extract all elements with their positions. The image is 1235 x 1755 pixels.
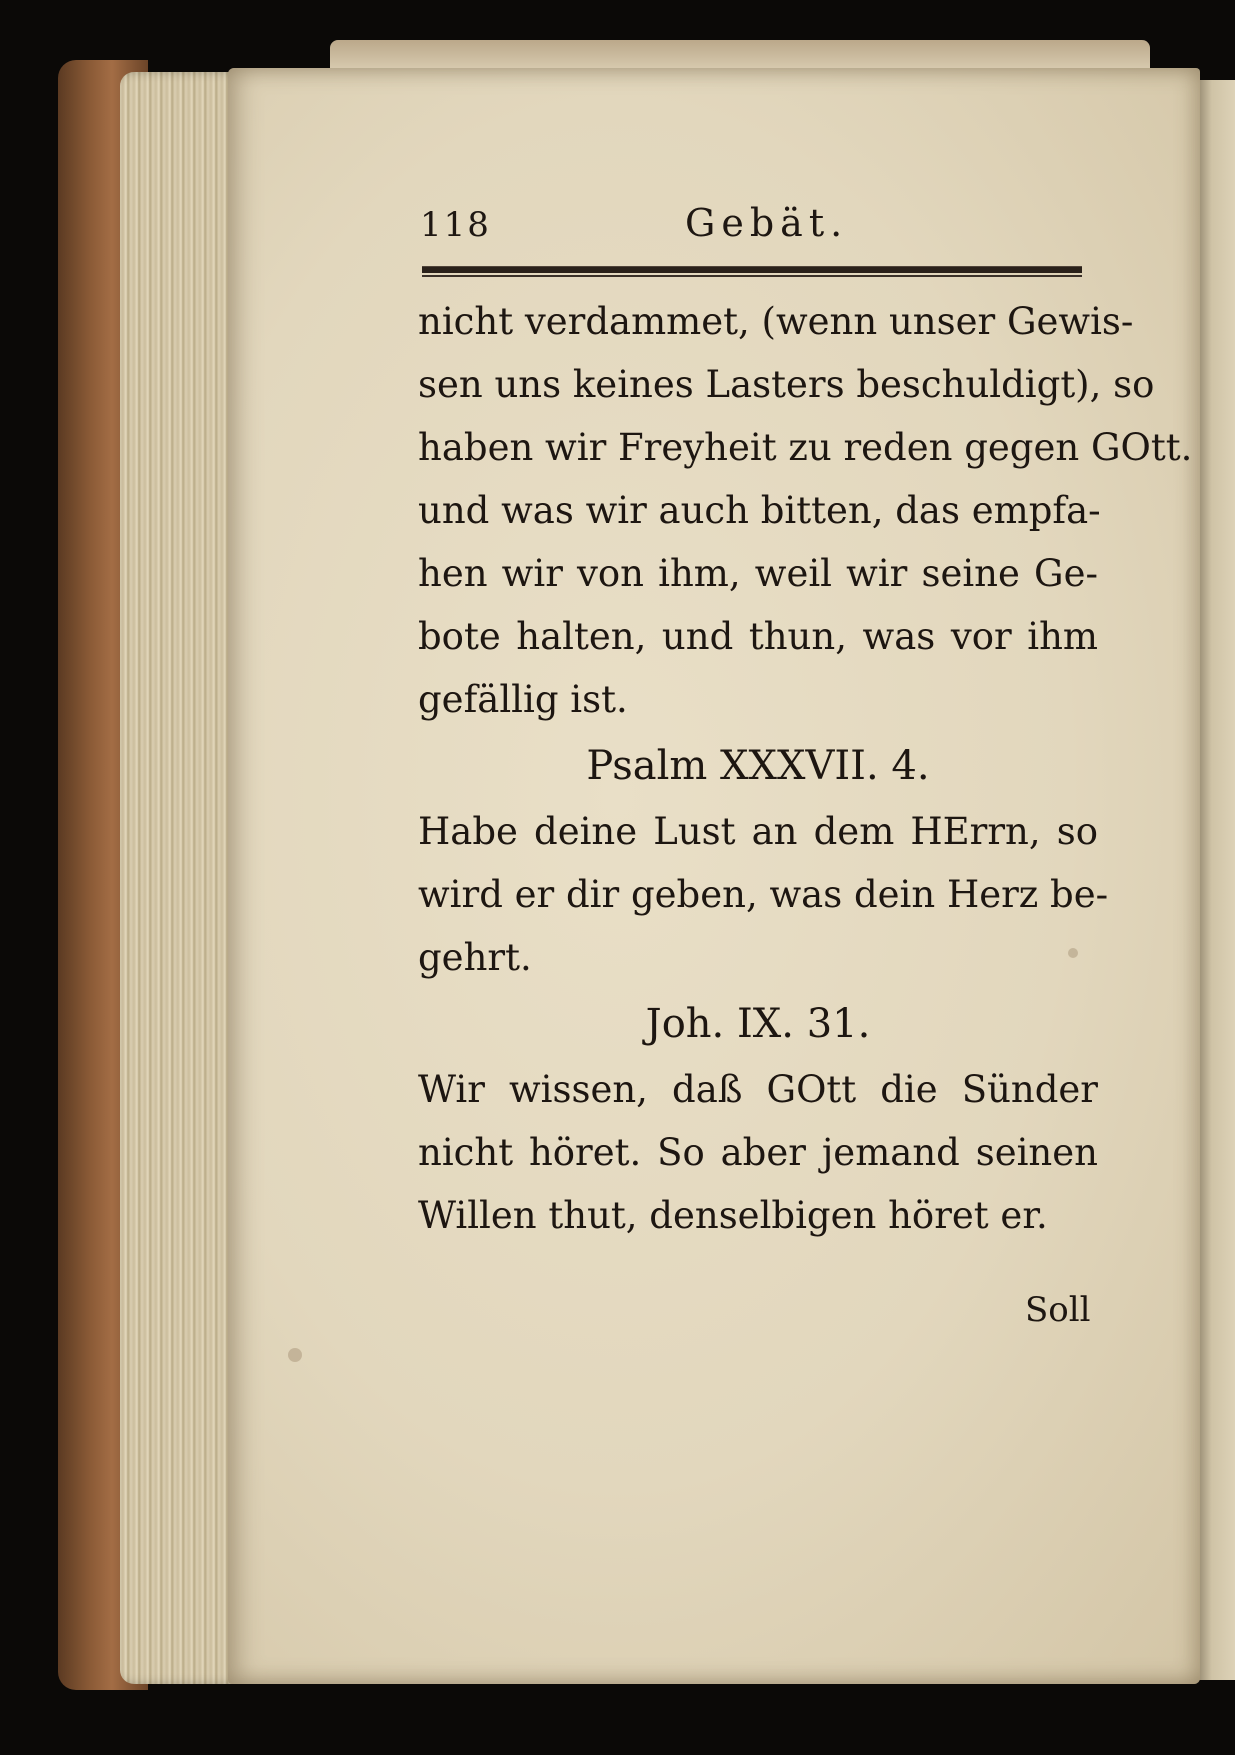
header-rule xyxy=(422,266,1082,273)
text-line: gefällig ist. xyxy=(418,678,628,721)
text-line: gehrt. xyxy=(418,936,532,979)
text-line: bote halten, und thun, was vor ihm xyxy=(418,615,1098,658)
text-line: Wir wissen, daß GOtt die Sünder xyxy=(418,1068,1098,1111)
text-line: und was wir auch bitten, das empfa- xyxy=(418,489,1101,532)
page-edges xyxy=(120,72,240,1684)
page-header xyxy=(420,201,1080,257)
text-line: nicht höret. So aber jemand seinen xyxy=(418,1131,1098,1174)
text-line: nicht verdammet, (wenn unser Gewis- xyxy=(418,300,1134,343)
running-title: Gebät. xyxy=(685,201,849,245)
text-line: haben wir Freyheit zu reden gegen GOtt. xyxy=(418,426,1193,469)
header-rule-thin xyxy=(422,275,1082,277)
section-heading-john: Joh. IX. 31. xyxy=(645,1001,871,1047)
text-line: wird er dir geben, was dein Herz be- xyxy=(418,873,1109,916)
section-heading-psalm: Psalm XXXVII. 4. xyxy=(586,743,930,789)
catchword: Soll xyxy=(1025,1290,1091,1330)
text-line: Habe deine Lust an dem HErrn, so xyxy=(418,810,1098,853)
page-number: 118 xyxy=(420,205,491,245)
text-line: hen wir von ihm, weil wir seine Ge- xyxy=(418,552,1098,595)
page-body xyxy=(418,290,1193,1247)
text-line: sen uns keines Lasters beschuldigt), so xyxy=(418,363,1155,406)
facing-page-edge xyxy=(1196,80,1235,1680)
page-top-edge xyxy=(330,40,1150,70)
text-line: Willen thut, denselbigen höret er. xyxy=(418,1194,1048,1237)
foxing-spot xyxy=(288,1348,302,1362)
